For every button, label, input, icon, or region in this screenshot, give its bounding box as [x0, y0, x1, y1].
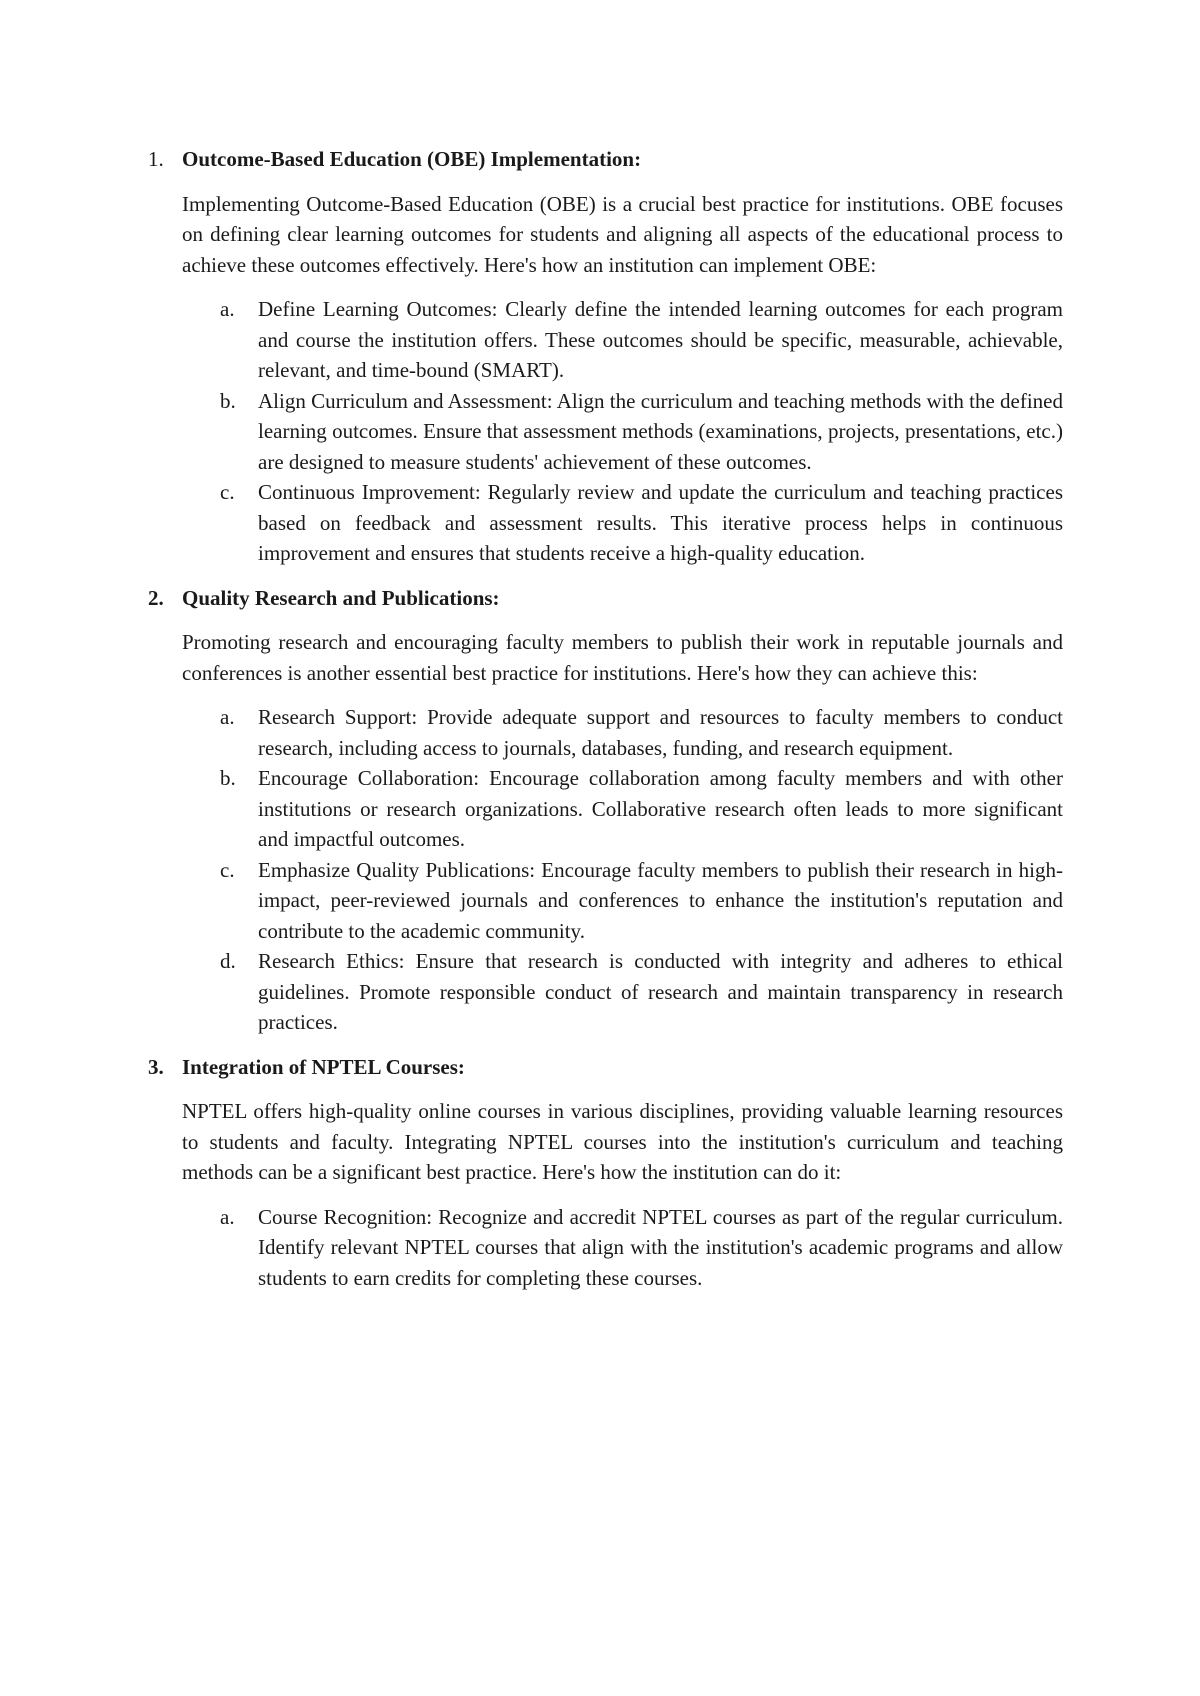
item-text: Define Learning Outcomes: Clearly define the intended learning outcomes for each program and course the institution offers. These outcomes should be specific, measurable, achievable, relevant, and time-bound (SMART).: [258, 297, 1063, 382]
item-letter: a.: [220, 705, 235, 729]
section-number: 3.: [148, 1054, 164, 1079]
section-number: 1.: [148, 147, 164, 171]
item-text: Emphasize Quality Publications: Encourage faculty members to publish their research in high-impact, peer-reviewed journals and conferences to enhance the institution's reputation and contribute to the academic community.: [258, 857, 1063, 943]
list-item: [220, 702, 1063, 763]
section-title: Integration of NPTEL Courses:: [182, 1054, 465, 1079]
item-text: Research Ethics: Ensure that research is conducted with integrity and adheres to ethical guidelines. Promote responsible conduct of research and maintain transparency in research practices.: [258, 949, 1063, 1034]
item-text: Align Curriculum and Assessment: Align the curriculum and teaching methods with the defined learning outcomes. Ensure that assessment methods (examinations, projects, presentations, etc.) are designed to measure students' achievement of these outcomes.: [258, 388, 1063, 474]
list-item: [220, 294, 1063, 386]
item-letter: a.: [220, 1204, 235, 1229]
item-letter: c.: [220, 857, 235, 882]
section-heading: [148, 583, 1063, 614]
item-list: [220, 1202, 1063, 1294]
section-title: Quality Research and Publications:: [182, 585, 500, 610]
item-text: Research Support: Provide adequate support and resources to faculty members to conduct research, including access to journals, databases, funding, and research equipment.: [258, 705, 1063, 760]
item-letter: b.: [220, 766, 236, 790]
section-intro: NPTEL offers high-quality online courses in various disciplines, providing valuable learning resources to students and faculty. Integrating NPTEL courses into the institution's curriculum and teaching methods can be a significant best practice. Here's how the institution can do it:: [182, 1099, 1063, 1184]
section-title: Outcome-Based Education (OBE) Implementation:: [182, 147, 642, 171]
item-list: [220, 294, 1063, 569]
item-text: Continuous Improvement: Regularly review and update the curriculum and teaching practices based on feedback and assessment results. This iterative process helps in continuous improvement and ensures that students receive a high-quality education.: [258, 480, 1063, 565]
section-intro: Promoting research and encouraging faculty members to publish their work in reputable journals and conferences is another essential best practice for institutions. Here's how they can achieve this:: [182, 630, 1063, 685]
section-intro: Implementing Outcome-Based Education (OBE) is a crucial best practice for institutions. OBE focuses on defining clear learning outcomes for students and aligning all aspects of the educational process to achieve these outcomes effectively. Here's how an institution can implement OBE:: [182, 191, 1063, 277]
document-body: [148, 144, 1063, 1303]
item-letter: d.: [220, 949, 236, 973]
list-item: [220, 946, 1063, 1038]
list-item: [220, 386, 1063, 478]
list-item: [220, 855, 1063, 947]
list-item: [220, 1202, 1063, 1294]
section-nptel: [148, 1052, 1063, 1294]
item-letter: a.: [220, 297, 235, 321]
item-letter: b.: [220, 388, 236, 413]
section-heading: [148, 1052, 1063, 1083]
section-number: 2.: [148, 585, 164, 610]
list-item: [220, 763, 1063, 855]
list-item: [220, 477, 1063, 569]
item-list: [220, 702, 1063, 1038]
section-obe: [148, 144, 1063, 569]
item-letter: c.: [220, 480, 235, 504]
section-heading: [148, 144, 1063, 175]
item-text: Encourage Collaboration: Encourage collaboration among faculty members and with other institutions or research organizations. Collaborative research often leads to more significant and impactful outcomes.: [258, 766, 1063, 851]
section-research: [148, 583, 1063, 1038]
item-text: Course Recognition: Recognize and accredit NPTEL courses as part of the regular curriculum. Identify relevant NPTEL courses that align with the institution's academic programs and allow students to earn credits for completing these courses.: [258, 1204, 1063, 1290]
